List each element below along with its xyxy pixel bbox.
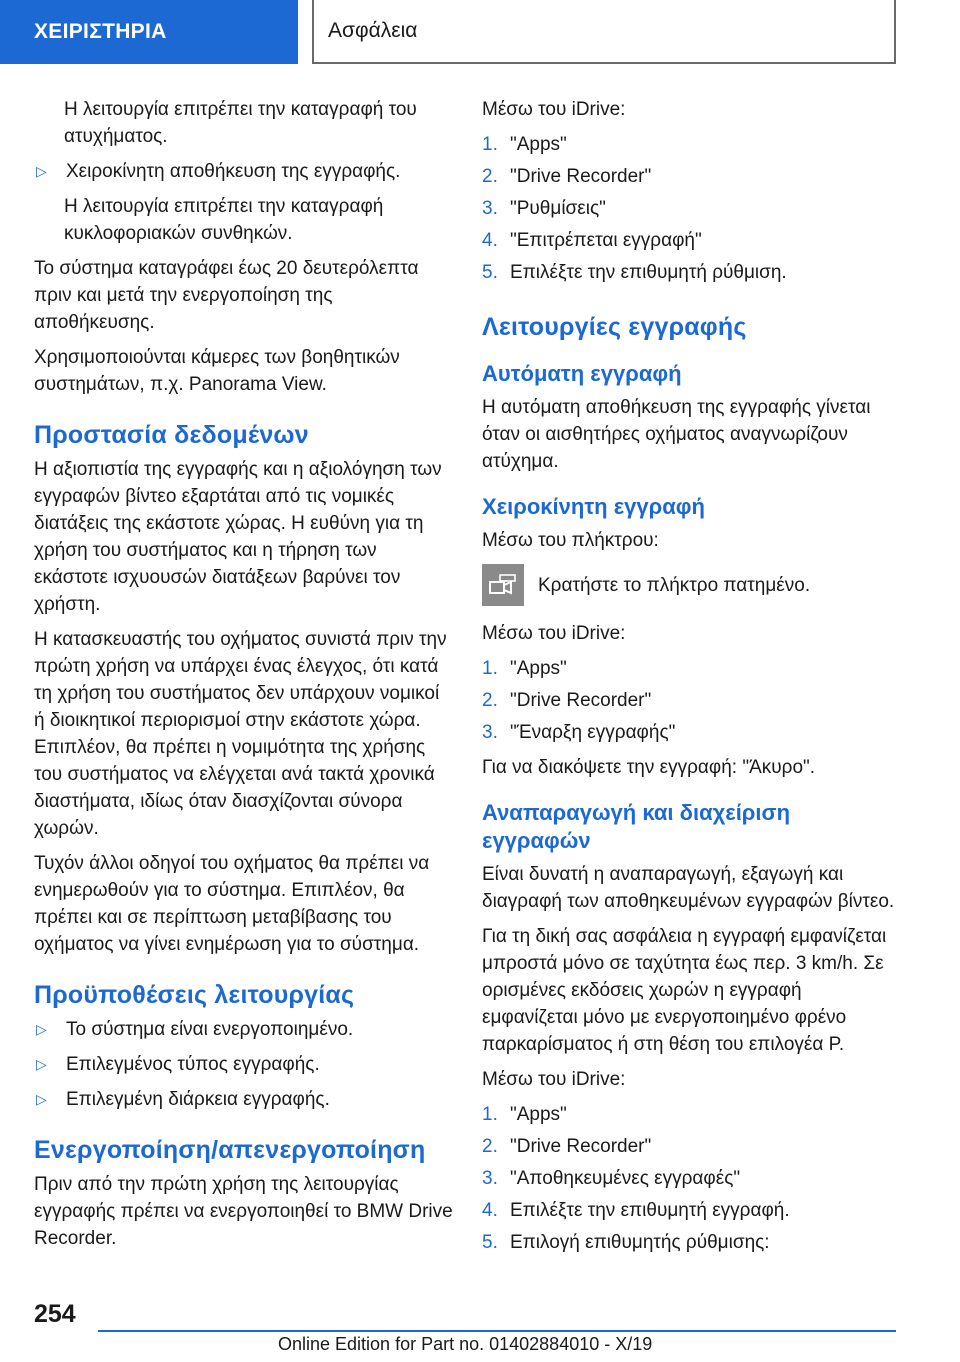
- heading-playback: Αναπαραγωγή και διαχείριση εγγραφών: [482, 800, 791, 853]
- steps-list: [482, 131, 902, 286]
- bullet-text: Επιλεγμένη διάρκεια εγγραφής.: [66, 1089, 330, 1110]
- paragraph: Η λειτουργία επιτρέπει την καταγραφή κυκλοφοριακών συνθηκών.: [64, 196, 384, 244]
- paragraph: Για να διακόψετε την εγγραφή: "Άκυρο".: [482, 757, 816, 778]
- paragraph: Μέσω του iDrive:: [482, 623, 626, 644]
- paragraph: Μέσω του iDrive:: [482, 1069, 626, 1090]
- paragraph: Για τη δική σας ασφάλεια η εγγραφή εμφανίζεται μπροστά μόνο σε ταχύτητα έως περ. 3 km/h. Σε ορισμένες εκδόσεις χωρών η εγγραφή εμφανίζεται μόνο με ενεργοποιημένο φρένο παρκαρίσματος ή στη θέση του επιλογέα P.: [482, 926, 887, 1055]
- list-item: 1. "Apps": [482, 134, 567, 155]
- footer-divider: [98, 1330, 896, 1332]
- heading-activation: Ενεργοποίηση/απενεργοποίηση: [34, 1136, 426, 1164]
- section-title: Ασφάλεια: [312, 0, 896, 64]
- bullet-item: [34, 1051, 454, 1078]
- bullet-text: Επιλεγμένος τύπος εγγραφής.: [66, 1054, 320, 1075]
- heading-prerequisites: Προϋποθέσεις λειτουργίας: [34, 981, 355, 1009]
- paragraph: Μέσω του iDrive:: [482, 99, 626, 120]
- steps-list: [482, 1101, 902, 1256]
- list-item: 2. "Drive Recorder": [482, 1136, 652, 1157]
- paragraph: Το σύστημα καταγράφει έως 20 δευτερόλεπτα πριν και μετά την ενεργοποίηση της αποθήκευσης.: [34, 258, 419, 333]
- triangle-bullet-icon: ▷: [36, 1056, 47, 1072]
- chapter-tab: ΧΕΙΡΙΣΤΗΡΙΑ: [0, 0, 298, 64]
- triangle-bullet-icon: ▷: [36, 1091, 47, 1107]
- paragraph: Μέσω του πλήκτρου:: [482, 530, 659, 551]
- paragraph: Τυχόν άλλοι οδηγοί του οχήματος θα πρέπει να ενημερωθούν για το σύστημα. Επιπλέον, θα πρέπει και σε περίπτωση μεταβίβασης του οχήματος να γίνει ενημέρωση για το σύστημα.: [34, 853, 430, 955]
- page-number: 254: [34, 1300, 76, 1328]
- heading-automatic-recording: Αυτόματη εγγραφή: [482, 361, 682, 386]
- heading-data-protection: Προστασία δεδομένων: [34, 421, 309, 449]
- paragraph: Η κατασκευαστής του οχήματος συνιστά πριν την πρώτη χρήση να υπάρχει ένας έλεγχος, ότι κατά τη χρήση του συστήματος δεν υπάρχουν νομικοί ή διοικητικοί περιορισμοί στην εκάστοτε χώρα. Επιπλέον, θα πρέπει η νομιμότητα της χρήσης του συστήματος να ελέγχεται ανά τακτά χρονικά διαστήματα, ιδίως όταν διασχίζονται σύνορα χωρών.: [34, 629, 447, 839]
- camera-record-icon: [482, 564, 524, 606]
- paragraph: Χρησιμοποιούνται κάμερες των βοηθητικών συστημάτων, π.χ. Panorama View.: [34, 347, 400, 395]
- paragraph: Κρατήστε το πλήκτρο πατημένο.: [538, 574, 811, 596]
- list-item: 4. "Επιτρέπεται εγγραφή": [482, 230, 702, 251]
- left-column: [34, 96, 454, 1260]
- list-item: 3. "Ρυθμίσεις": [482, 198, 606, 219]
- edition-note: Online Edition for Part no. 01402884010 - X/19: [278, 1334, 653, 1354]
- list-item: 3. "Αποθηκευμένες εγγραφές": [482, 1168, 741, 1189]
- bullet-text: Το σύστημα είναι ενεργοποιημένο.: [66, 1019, 354, 1040]
- triangle-bullet-icon: ▷: [36, 163, 47, 179]
- paragraph: Πριν από την πρώτη χρήση της λειτουργίας εγγραφής πρέπει να ενεργοποιηθεί το BMW Drive Recorder.: [34, 1174, 453, 1249]
- list-item: 5. Επιλογή επιθυμητής ρύθμισης:: [482, 1232, 770, 1253]
- list-item: 4. Επιλέξτε την επιθυμητή εγγραφή.: [482, 1200, 790, 1221]
- right-column: [482, 96, 902, 1264]
- paragraph: Η αυτόματη αποθήκευση της εγγραφής γίνεται όταν οι αισθητήρες οχήματος αναγνωρίζουν ατύχημα.: [482, 397, 871, 472]
- heading-manual-recording: Χειροκίνητη εγγραφή: [482, 494, 705, 519]
- button-instruction: [482, 564, 902, 606]
- triangle-bullet-icon: ▷: [36, 1021, 47, 1037]
- list-item: 1. "Apps": [482, 1104, 567, 1125]
- bullet-text: Χειροκίνητη αποθήκευση της εγγραφής.: [66, 161, 401, 182]
- heading-recording-functions: Λειτουργίες εγγραφής: [482, 313, 747, 341]
- paragraph: Η λειτουργία επιτρέπει την καταγραφή του ατυχήματος.: [64, 99, 417, 147]
- list-item: 1. "Apps": [482, 658, 567, 679]
- list-item: 2. "Drive Recorder": [482, 690, 652, 711]
- steps-list: [482, 655, 902, 746]
- paragraph: Η αξιοπιστία της εγγραφής και η αξιολόγηση των εγγραφών βίντεο εξαρτάται από τις νομικές διατάξεις της εκάστοτε χώρας. Η ευθύνη για τη χρήση του συστήματος και η τήρηση των εκάστοτε ισχυουσών διατάξεων βαρύνει τον χρήστη.: [34, 459, 442, 615]
- bullet-item: [34, 1016, 454, 1043]
- paragraph: Είναι δυνατή η αναπαραγωγή, εξαγωγή και διαγραφή των αποθηκευμένων εγγραφών βίντεο.: [482, 864, 895, 912]
- bullet-item: [34, 158, 454, 185]
- bullet-item: [34, 1086, 454, 1113]
- list-item: 5. Επιλέξτε την επιθυμητή ρύθμιση.: [482, 262, 787, 283]
- list-item: 2. "Drive Recorder": [482, 166, 652, 187]
- list-item: 3. "Έναρξη εγγραφής": [482, 722, 676, 743]
